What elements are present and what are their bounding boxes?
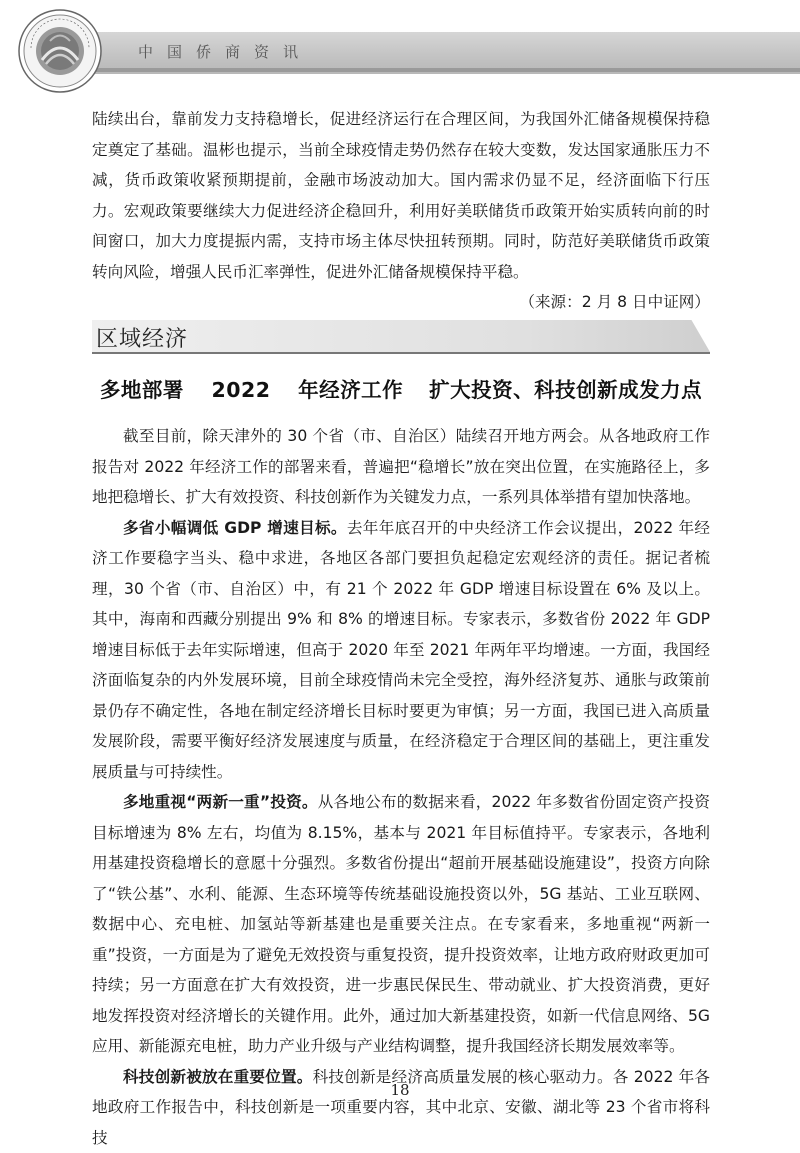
article-intro-paragraph: 截至目前，除天津外的 30 个省（市、自治区）陆续召开地方两会。从各地政府工作报告对 2022 年经济工作的部署来看，普遍把“稳增长”放在突出位置，在实施路径上，多地把稳增长、扩大有效投资、科技创新作为关键发力点，一系列具体举措有望加快落地。: [92, 421, 710, 513]
continued-text-block: [92, 104, 710, 318]
paragraph-body-investment: 从各地公布的数据来看，2022 年多数省份固定资产投资目标增速为 8% 左右，均值为 8.15%，基本与 2021 年目标值持平。专家表示，各地利用基建投资稳增长的意愿十分强烈。多数省份提出“超前开展基础设施建设”，投资方向除了“铁公基”、水利、能源、生态环境等传统基础设施投资以外，5G 基站、工业互联网、数据中心、充电桩、加氢站等新基建也是重要关注点。在专家看来，多地重视“两新一重”投资，一方面是为了避免无效投资与重复投资，提升投资效率，让地方政府财政更加可持续；另一方面意在扩大有效投资，进一步惠民保民生、带动就业、扩大投资消费，更好地发挥投资对经济增长的关键作用。此外，通过加大新基建投资，如新一代信息网络、5G 应用、新能源充电桩，助力产业升级与产业结构调整，提升我国经济长期发展效率等。: [92, 793, 710, 1055]
article-paragraph-innovation: [92, 1062, 710, 1153]
paragraph-lead-innovation: 科技创新被放在重要位置。: [123, 1068, 313, 1086]
paragraph-lead-gdp: 多省小幅调低 GDP 增速目标。: [123, 519, 347, 537]
article-title-part1: 多地部署 2022 年经济工作: [100, 378, 403, 402]
section-divider: [92, 352, 710, 354]
paragraph-lead-investment: 多地重视“两新一重”投资。: [123, 793, 318, 811]
article-paragraph-investment: [92, 787, 710, 1062]
header-title: 中国侨商资讯: [138, 41, 312, 62]
article-paragraph-gdp: [92, 513, 710, 788]
continued-paragraph: [92, 104, 710, 287]
paragraph-body-innovation: 科技创新是经济高质量发展的核心驱动力。各 2022 年各地政府工作报告中，科技创新是一项重要内容，其中北京、安徽、湖北等 23 个省市将科技: [92, 1068, 710, 1147]
header-stripe: [48, 68, 800, 72]
page-number: 18: [0, 1081, 800, 1099]
organization-logo-icon: [17, 8, 103, 94]
continued-paragraph-text: 陆续出台，靠前发力支持稳增长，促进经济运行在合理区间，为我国外汇储备规模保持稳定奠定了基础。温彬也提示，当前全球疫情走势仍然存在较大变数，发达国家通胀压力不减，货币政策收紧预期提前，金融市场波动加大。国内需求仍显不足，经济面临下行压力。宏观政策要继续大力促进经济企稳回升，利用好美联储货币政策开始实质转向前的时间窗口，加大力度提振内需，支持市场主体尽快扭转预期。同时，防范好美联储货币政策转向风险，增强人民币汇率弹性，促进外汇储备规模保持平稳。: [92, 110, 710, 281]
source-note: （来源：2 月 8 日中证网）: [519, 287, 710, 318]
article-title-part2: 扩大投资、科技创新成发力点: [429, 378, 702, 402]
article-title: [92, 373, 710, 403]
section-title: 区域经济: [96, 322, 188, 353]
article-body: [92, 421, 710, 1153]
paragraph-body-gdp: 去年年底召开的中央经济工作会议提出，2022 年经济工作要稳字当头、稳中求进，各地区各部门要担负起稳定宏观经济的责任。据记者梳理，30 个省（市、自治区）中，有 21 个 2022 年 GDP 增速目标设置在 6% 及以上。其中，海南和西藏分别提出 9% 和 8% 的增速目标。专家表示，多数省份 2022 年 GDP 增速目标低于去年实际增速，但高于 2020 年至 2021 年两年平均增速。一方面，我国经济面临复杂的内外发展环境，目前全球疫情尚未完全受控，海外经济复苏、通胀与政策前景仍存不确定性，各地在制定经济增长目标时要更为审慎；另一方面，我国已进入高质量发展阶段，需要平衡好经济发展速度与质量，在经济稳定于合理区间的基础上，更注重发展质量与可持续性。: [92, 519, 710, 781]
